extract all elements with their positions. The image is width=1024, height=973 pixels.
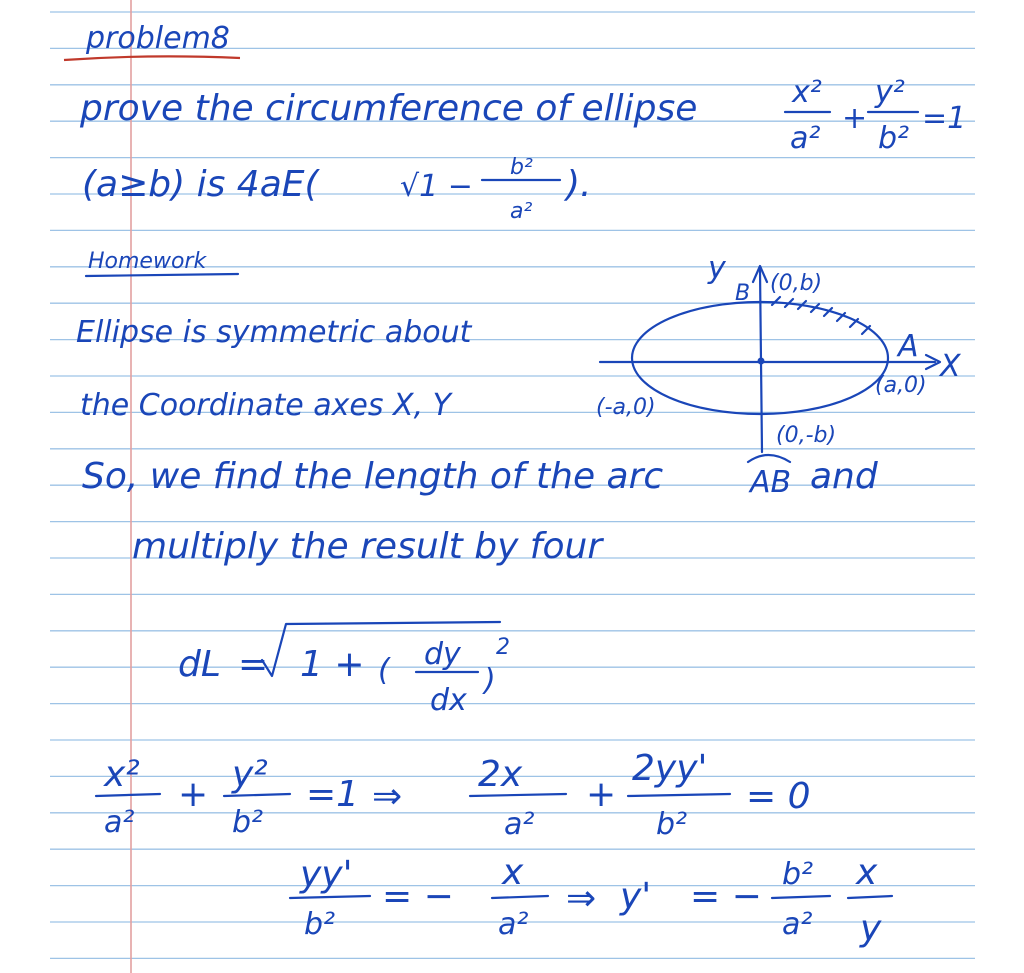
e2-b2b: b² <box>656 807 688 842</box>
e2-2x: 2x <box>478 754 523 795</box>
derivative-line <box>96 748 811 842</box>
hw-line4: multiply the result by four <box>132 526 603 567</box>
e2-a2b: a² <box>504 807 535 842</box>
e3-x2: x <box>856 852 878 893</box>
e2-x2: x² <box>104 754 140 795</box>
x-label: X <box>940 349 961 384</box>
dl-one-plus: 1 + <box>300 644 365 685</box>
a-label: A <box>898 329 919 364</box>
pt-right: (a,0) <box>875 373 927 398</box>
dl-paren-open: ( <box>378 653 390 688</box>
dl-dy: dy <box>424 637 461 672</box>
e3-yp: y' <box>620 876 652 917</box>
pt-bottom: (0,-b) <box>776 423 837 448</box>
statement-line2: (a≥b) is 4aE( <box>82 164 319 205</box>
hw-line3-arc: AB <box>750 465 792 500</box>
e3-b2: b² <box>304 907 336 942</box>
e2-a2: a² <box>104 805 135 840</box>
stmt-end: ). <box>566 164 592 205</box>
pt-top: (0,b) <box>770 271 823 296</box>
dl-eq: = <box>238 644 269 685</box>
arc-mark <box>748 455 790 462</box>
y-label: y <box>708 251 726 286</box>
e3-eq2: = − <box>690 876 762 917</box>
b-label: B <box>735 281 751 306</box>
dl-dx: dx <box>430 683 467 718</box>
stmt-a2: a² <box>790 121 821 156</box>
e2-eq0: = 0 <box>746 776 811 817</box>
stmt-y2: y² <box>875 75 905 110</box>
e2-plus: + <box>178 774 209 815</box>
homework-label: Homework <box>88 249 207 274</box>
e2-2yy: 2yy' <box>632 748 708 789</box>
origin-dot <box>758 358 765 365</box>
dl-paren-close: ) <box>484 663 496 698</box>
stmt-eq1: =1 <box>922 101 967 136</box>
hw-line1: Ellipse is symmetric about <box>76 315 472 350</box>
e3-a2: a² <box>498 907 529 942</box>
e3-eq: = − <box>382 876 454 917</box>
e3-a2b: a² <box>782 907 813 942</box>
e3-arrow: ⇒ <box>566 878 597 919</box>
stmt-a2-frac: a² <box>510 199 533 224</box>
hw-line3-end: and <box>810 456 878 497</box>
pt-left: (-a,0) <box>596 395 656 420</box>
e3-y: y <box>860 908 882 949</box>
dl-lhs: dL <box>178 644 221 685</box>
e2-plus2: + <box>586 774 617 815</box>
stmt-x2: x² <box>792 75 822 110</box>
stmt-b2: b² <box>878 121 910 156</box>
e3-b2b: b² <box>782 857 814 892</box>
stmt-root: √1 − <box>400 169 473 204</box>
e2-b2: b² <box>232 805 264 840</box>
e2-eq1: =1 <box>306 774 360 815</box>
statement-line1: prove the circumference of ellipse <box>80 88 698 129</box>
dl-pow: 2 <box>496 635 510 660</box>
stmt-b2-frac: b² <box>510 155 533 180</box>
hw-line3: So, we find the length of the arc <box>82 456 664 497</box>
ellipse-diagram <box>596 251 962 452</box>
e2-arrow: ⇒ <box>372 776 403 817</box>
yprime-line <box>290 852 892 949</box>
e3-yy: yy' <box>300 854 353 895</box>
e3-x: x <box>502 852 524 893</box>
problem-underline <box>64 56 240 60</box>
problem-heading: problem8 <box>86 21 230 56</box>
hw-line2: the Coordinate axes X, Y <box>80 388 452 423</box>
stmt-plus: + <box>842 101 868 136</box>
e2-y2: y² <box>232 754 268 795</box>
homework-underline <box>86 274 238 276</box>
